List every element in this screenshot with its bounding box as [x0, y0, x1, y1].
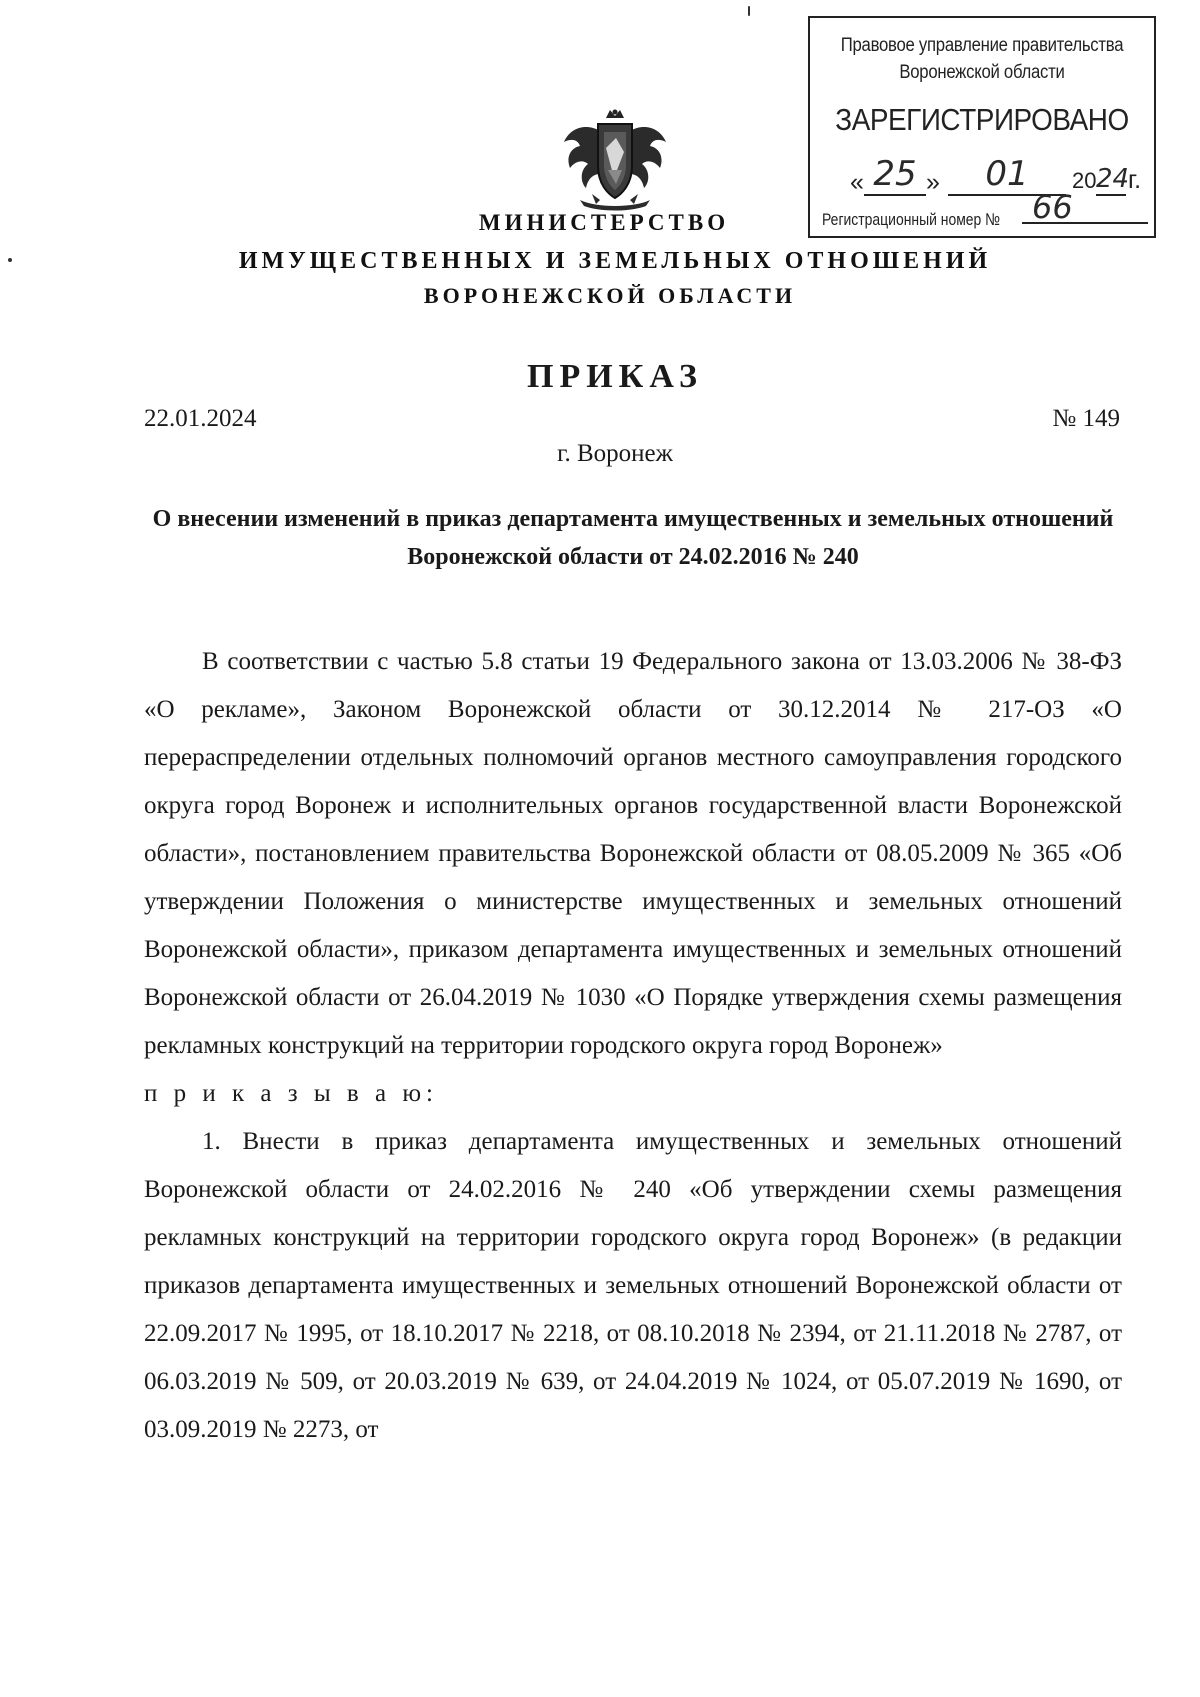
stamp-organization: Правовое управление правительства Воронежской области	[840, 35, 1124, 83]
stamp-year-prefix: 20	[1072, 168, 1097, 193]
scan-speck	[748, 6, 750, 16]
stamp-month: 01	[948, 154, 1066, 196]
coat-of-arms-icon	[556, 108, 674, 214]
ministry-title-line1: МИНИСТЕРСТВО	[478, 210, 730, 235]
document-type: ПРИКАЗ	[527, 358, 703, 395]
item-1-paragraph: 1. Внести в приказ департамента имущественных и земельных отношений Воронежской области от 24.02.2016 № 240 «Об утверждении схемы размещения рекламных конструкций на территории городского округа город Воронеж» (в редакции приказов департамента имущественных и земельных отношений Воронежской области от 22.09.2017 № 1995, от 18.10.2017 № 2218, от 08.10.2018 № 2394, от 21.11.2018 № 2787, от 06.03.2019 № 509, от 20.03.2019 № 639, от 24.04.2019 № 1024, от 05.07.2019 № 1690, от 03.09.2019 № 2273, от	[144, 1128, 1122, 1443]
stamp-year: 24	[1096, 164, 1130, 194]
order-body	[144, 638, 1122, 1454]
ministry-title-line3: ВОРОНЕЖСКОЙ ОБЛАСТИ	[423, 283, 797, 308]
order-word: п р и к а з ы в а ю:	[144, 1080, 438, 1107]
stamp-quote-close: »	[926, 168, 940, 196]
order-number: № 149	[1052, 405, 1120, 432]
stamp-reg-number: 66	[1022, 188, 1148, 224]
order-date: 22.01.2024	[144, 405, 257, 432]
preamble-paragraph: В соответствии с частью 5.8 статьи 19 Федерального закона от 13.03.2006 № 38-ФЗ «О рекламе», Законом Воронежской области от 30.12.2014 № 217-ОЗ «О перераспределении отдельных полномочий органов местного самоуправления городского округа город Воронеж и исполнительных органов государственной власти Воронежской области», постановлением правительства Воронежской области от 08.05.2009 № 365 «Об утверждении Положения о министерстве имущественных и земельных отношений Воронежской области», приказом департамента имущественных и земельных отношений Воронежской области от 26.04.2019 № 1030 «О Порядке утверждения схемы размещения рекламных конструкций на территории городского округа город Воронеж»	[144, 648, 1122, 1059]
stamp-registered-label: ЗАРЕГИСТРИРОВАНО	[835, 102, 1129, 137]
stamp-quote-open: «	[850, 168, 864, 196]
stamp-reg-number-label: Регистрационный номер №	[822, 210, 1001, 229]
ministry-title-line2: ИМУЩЕСТВЕННЫХ И ЗЕМЕЛЬНЫХ ОТНОШЕНИЙ	[238, 248, 992, 274]
stamp-day: 25	[864, 154, 926, 196]
stamp-year-unit: г.	[1128, 166, 1142, 194]
order-subject: О внесении изменений в приказ департамента имущественных и земельных отношений Воронежской области от 24.02.2016 № 240	[152, 506, 1114, 570]
scan-speck	[8, 258, 12, 262]
order-city: г. Воронеж	[557, 440, 673, 467]
registration-stamp	[808, 16, 1156, 238]
